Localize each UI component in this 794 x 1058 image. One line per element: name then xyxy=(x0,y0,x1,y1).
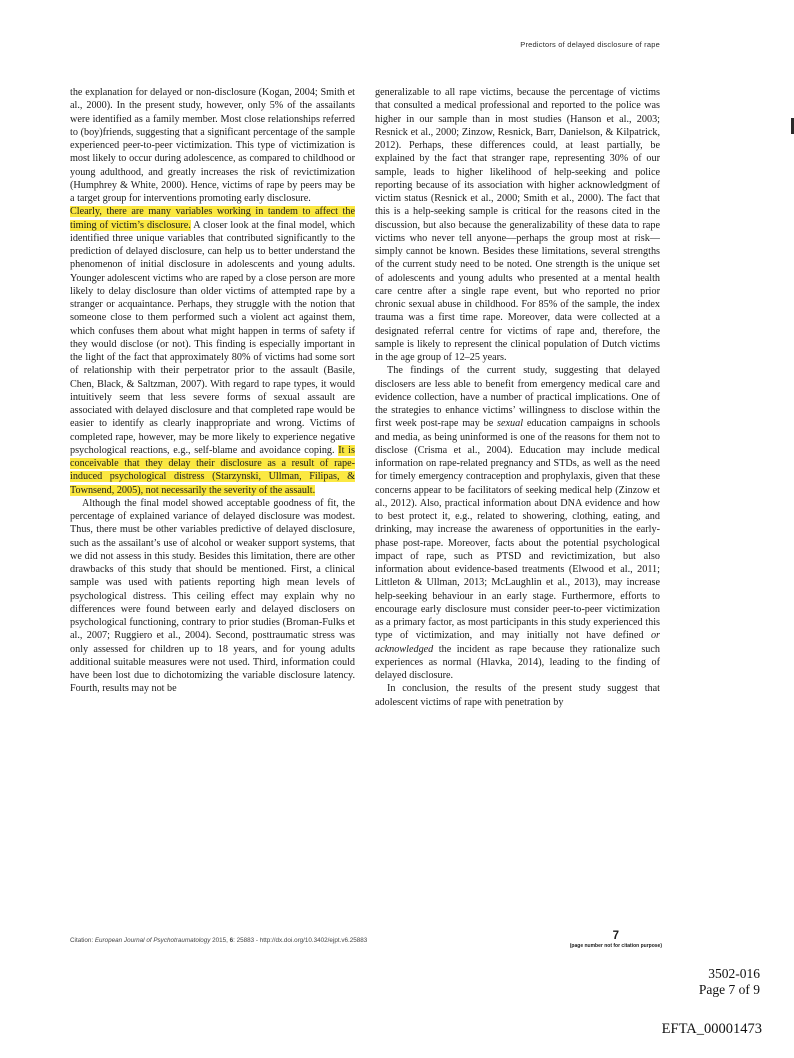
paragraph xyxy=(375,682,660,709)
text-columns xyxy=(70,86,660,709)
page-label-stamp: Page 7 of 9 xyxy=(698,981,760,997)
text-segment: 2015, xyxy=(210,937,230,944)
paragraph xyxy=(375,364,660,682)
right-column xyxy=(375,86,660,709)
paragraph xyxy=(375,86,660,364)
page-number: 7 xyxy=(612,930,620,942)
text-segment: In conclusion, the results of the present study suggest that adolescent victims of rape with penetration by xyxy=(375,683,660,708)
text-segment: or acknowledged xyxy=(375,630,660,655)
citation-line xyxy=(70,931,367,944)
paragraph xyxy=(70,205,355,497)
text-segment: sexual xyxy=(497,418,524,430)
running-head: Predictors of delayed disclosure of rape xyxy=(520,40,660,49)
bates-number: EFTA_00001473 xyxy=(661,1021,762,1037)
page-footer xyxy=(70,931,662,949)
document-stamps xyxy=(699,966,760,997)
text-segment: generalizable to all rape victims, because the percentage of victims that consulted a medical professional and reported to the police was higher in our sample than in most studies (Hanson et al., 2003; Resnick et al., 2000; Zinzow, Resnick, Barr, Danielson, & Kilpatrick, 2012). Perhaps, these differences could, at least partially, be explained by the fact that stranger rape, representing 30% of our sample, leads to higher likelihood of help-seeking and police reporting because of its association with higher acknowledgment of victim status (Resnick et al., 2000; Smith et al., 2000). The fact that this is a help-seeking sample is critical for the reasons cited in the discussion, but also because the generalizability of these data to rape victims who never tell anyone—perhaps the group most at risk—simply cannot be known. Besides these limitations, several strengths of the current study need to be noted. One strength is the unique set of adolescents and young adults who presented at a mental health care centre after a single rape event, but who reported no prior chronic sexual abuse in childhood. For 85% of the sample, the index trauma was a first time rape. Moreover, data were collected at a designated referral centre for victims of rape and, therefore, the sample is likely to represent the clinical population of Dutch victims in the age group of 12–25 years. xyxy=(375,87,660,363)
highlighted-text: Clearly, there are many variables working in tandem to affect the timing of victim’s disclosure. xyxy=(70,206,355,231)
paragraph xyxy=(70,86,355,205)
text-segment: Although the final model showed acceptable goodness of fit, the percentage of explained variance of delayed disclosure was modest. Thus, there must be other variables predictive of delayed disclosure, such as the assailant’s use of alcohol or weaker support systems, that we did not assess in this study. Besides this limitation, there are other drawbacks of this study that should be mentioned. First, a clinical sample was used with patients reporting high mean levels of psychological distress. This ceiling effect may explain why no differences were found between early and delayed disclosers on psychological functioning, contrary to prior studies (Broman-Fulks et al., 2007; Ruggiero et al., 2004). Second, posttraumatic stress was only assessed for children up to 18 years, and for young adults additional suitable measures were not used. Third, information could have been lost due to dichotomizing the variable disclosure latency. Fourth, results may not be xyxy=(70,497,355,695)
text-segment: education campaigns in schools and media, as being uninformed is one of the reasons for them not to disclose (Crisma et al., 2004). Education may include medical information on rape-related pregnancy and STDs, as well as the need for timely emergency contraception and prophylaxis, given that these concerns appear to be facilitators of seeking medical help (Zinzow et al., 2012). Also, practical information about DNA evidence and how to best protect it, e.g., related to showering, clothing, eating, and drinking, may increase the awareness of opportunities in the early-phase post-rape. Moreover, facts about the potential psychological impact of rape, such as PTSD and revictimization, but also information about evidence-based treatments (Elwood et al., 2011; Littleton & Ullman, 2013; McLaughlin et al., 2013), may increase help-seeking behaviour in an early stage. Furthermore, efforts to encourage early disclosure must consider peer-to-peer victimization as a primary factor, as most participants in this study experienced this type of victimization, and may initially not have defined xyxy=(375,418,660,642)
paragraph xyxy=(70,497,355,696)
text-segment: European Journal of Psychotraumatology xyxy=(94,937,211,944)
text-segment: A closer look at the final model, which identified three unique variables that contributed significantly to the prediction of delayed disclosure, can help us to better understand the phenomenon of initial disclosure in adolescents and young adults. Younger adolescent victims who are raped by a close person are more likely to delay disclosure than older victims of attempted rape by a stranger or acquaintance. Perhaps, they struggle with the notion that someone close to them performed such a violent act against them, which confuses them about what might happen in terms of safety if they would disclose (or not). This finding is especially important in the light of the fact that approximately 80% of victims had some sort of relationship with their perpetrator prior to the assault (Basile, Chen, Black, & Saltzman, 2007). With regard to rape types, it would intuitively seem that less severe forms of sexual assault are associated with delayed disclosure and that completed rape would be easier to identify as clearly inappropriate and wrong. Victims of completed rape, however, may be more likely to experience negative psychological reactions, e.g., self-blame and avoidance coping. xyxy=(70,219,355,456)
text-segment: : 25883 - http://dx.doi.org/10.3402/ejpt.v6.25883 xyxy=(233,937,368,944)
page-number-block xyxy=(570,931,662,949)
highlighted-text: It is conceivable that they delay their disclosure as a result of rape-induced psychological distress (Starzynski, Ullman, Filipas, & Townsend, 2005), not necessarily the severity of the assault. xyxy=(70,444,355,496)
left-column xyxy=(70,86,355,709)
text-segment: the explanation for delayed or non-disclosure (Kogan, 2004; Smith et al., 2000). In the present study, however, only 5% of the assailants were identified as a family member. Most close relationships referred to (boy)friends, suggesting that a significant percentage of the sample experienced peer-to-peer victimization. This type of victimization is most likely to occur during adolescence, as compared to childhood or young adulthood, and greatly increases the risk of revictimization (Humphrey & White, 2000). Hence, victims of rape by peers may be a target group for interventions promoting early disclosure. xyxy=(70,87,355,204)
text-segment: the incident as rape because they rationalize such experiences as normal (Hlavka, 2014), leading to the finding of delayed disclosure. xyxy=(375,643,660,681)
text-segment: The findings of the current study, suggesting that delayed disclosers are less able to benefit from emergency medical care and evidence collection, have a number of practical implications. One of the strategies to enhance victims’ willingness to disclose within the first week post-rape may be xyxy=(375,365,660,430)
exhibit-code-stamp: 3502-016 xyxy=(708,966,760,981)
page-number-note: (page number not for citation purpose) xyxy=(569,943,662,949)
text-segment: 6 xyxy=(229,937,234,944)
text-segment: Citation: xyxy=(70,937,95,944)
